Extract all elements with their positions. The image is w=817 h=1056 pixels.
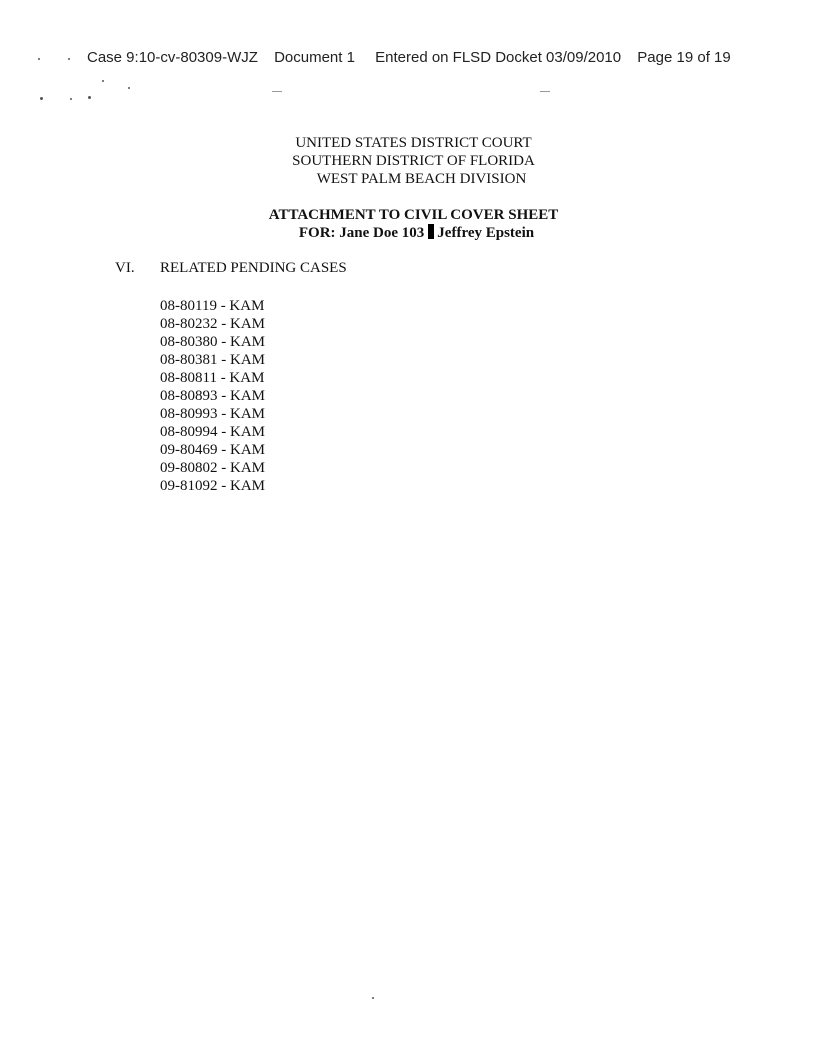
list-item: 08-80811 - KAM	[160, 370, 265, 386]
list-item: 08-80232 - KAM	[160, 316, 265, 332]
defendant-name: Jeffrey Epstein	[437, 225, 535, 241]
plaintiff-name: FOR: Jane Doe 103	[298, 225, 425, 241]
list-item: 08-80380 - KAM	[160, 334, 265, 350]
scan-speck	[40, 97, 43, 100]
list-item: 08-80893 - KAM	[160, 388, 265, 404]
header-page-number: Page 19 of 19	[637, 49, 731, 66]
redaction-mark	[428, 224, 434, 239]
court-heading	[0, 134, 817, 188]
scan-speck	[68, 58, 70, 60]
section-number: VI.	[115, 260, 135, 276]
docket-header	[87, 49, 731, 66]
section-title: RELATED PENDING CASES	[160, 260, 347, 276]
related-cases-list	[160, 297, 265, 495]
scan-speck	[70, 98, 72, 100]
list-item: 08-80119 - KAM	[160, 298, 265, 314]
list-item: 08-80994 - KAM	[160, 424, 265, 440]
attachment-parties	[0, 224, 817, 242]
attachment-heading	[0, 206, 817, 242]
court-division: WEST PALM BEACH DIVISION	[316, 171, 527, 187]
header-entered-date: Entered on FLSD Docket 03/09/2010	[375, 49, 622, 66]
header-document-number: Document 1	[274, 49, 355, 66]
court-district: SOUTHERN DISTRICT OF FLORIDA	[292, 153, 535, 169]
list-item: 09-81092 - KAM	[160, 478, 265, 494]
list-item: 08-80993 - KAM	[160, 406, 265, 422]
scan-speck	[102, 80, 104, 82]
scan-speck	[38, 58, 40, 60]
scan-speck	[540, 91, 550, 92]
list-item: 09-80469 - KAM	[160, 442, 265, 458]
scan-speck	[372, 997, 374, 999]
court-name: UNITED STATES DISTRICT COURT	[295, 135, 532, 151]
section-heading	[115, 260, 347, 277]
scan-speck	[272, 91, 282, 92]
list-item: 08-80381 - KAM	[160, 352, 265, 368]
header-case-number: Case 9:10-cv-80309-WJZ	[87, 49, 258, 66]
list-item: 09-80802 - KAM	[160, 460, 265, 476]
attachment-title: ATTACHMENT TO CIVIL COVER SHEET	[268, 207, 559, 223]
scan-speck	[128, 87, 130, 89]
scan-speck	[88, 96, 91, 99]
